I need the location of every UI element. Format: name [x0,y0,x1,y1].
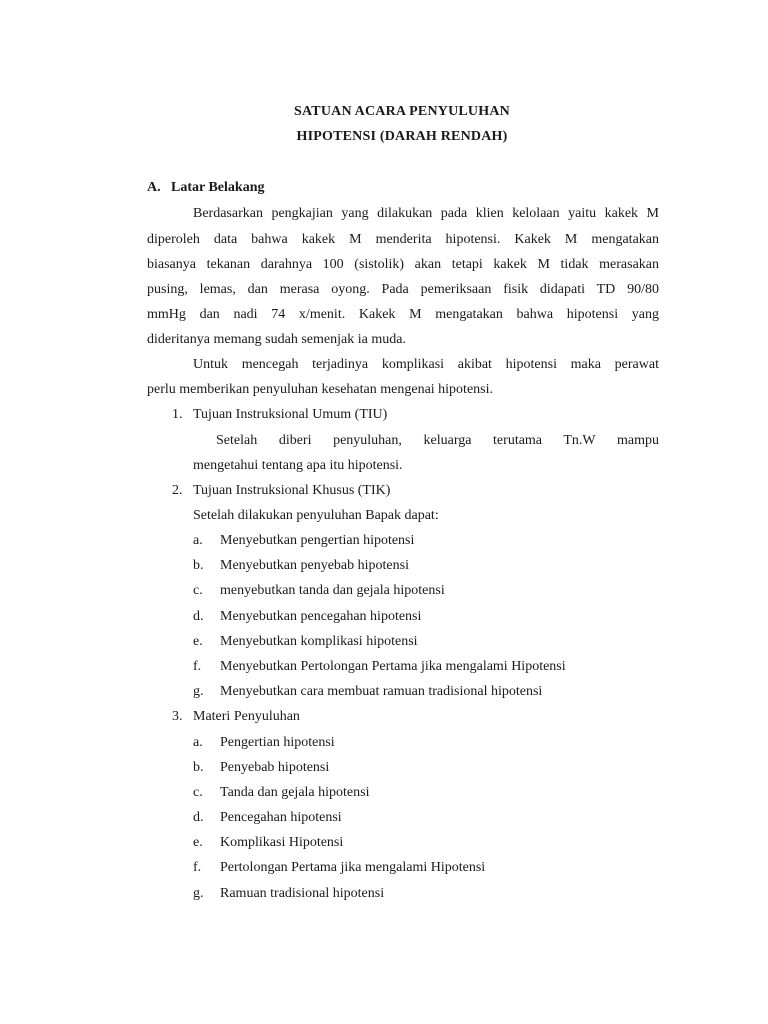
item-1-heading: Tujuan Instruksional Umum (TIU) [193,407,388,422]
item-3-marker: 3. [172,709,183,724]
list-item-text: Pertolongan Pertama jika mengalami Hipotensi [220,860,486,875]
paragraph-1-line-6: dideritanya memang sudah semenjak ia muda. [147,332,406,347]
list-item-marker: a. [193,735,203,750]
list-item-marker: g. [193,886,204,901]
paragraph-1-line-4: pusing, lemas, dan merasa oyong. Pada pemeriksaan fisik didapati TD 90/80 [147,282,659,297]
list-item-text: Pengertian hipotensi [220,735,335,750]
document-title-line2: HIPOTENSI (DARAH RENDAH) [296,129,508,144]
list-item-text: Menyebutkan Pertolongan Pertama jika mengalami Hipotensi [220,659,566,674]
item-1-line-1: Setelah diberi penyuluhan, keluarga terutama Tn.W mampu [216,433,659,448]
list-item-marker: e. [193,835,203,850]
item-1-marker: 1. [172,407,183,422]
list-item-marker: f. [193,860,202,875]
item-3-heading: Materi Penyuluhan [193,709,300,724]
list-item-text: Penyebab hipotensi [220,760,330,775]
section-a-marker: A. [147,180,161,195]
paragraph-2-line-2: perlu memberikan penyuluhan kesehatan mengenai hipotensi. [147,382,494,397]
list-item-text: Pencegahan hipotensi [220,810,342,825]
list-item-text: Menyebutkan komplikasi hipotensi [220,634,418,649]
item-2-intro: Setelah dilakukan penyuluhan Bapak dapat: [193,508,439,523]
list-item-marker: c. [193,583,203,598]
paragraph-1-line-2: diperoleh data bahwa kakek M menderita hipotensi. Kakek M mengatakan [147,232,659,247]
list-item-text: Komplikasi Hipotensi [220,835,344,850]
item-2-marker: 2. [172,483,183,498]
list-item-marker: d. [193,810,204,825]
item-1-line-2: mengetahui tentang apa itu hipotensi. [193,458,403,473]
paragraph-2-line-1: Untuk mencegah terjadinya komplikasi akibat hipotensi maka perawat [193,357,659,372]
list-item-text: Menyebutkan penyebab hipotensi [220,558,409,573]
list-item-text: Ramuan tradisional hipotensi [220,886,385,901]
list-item-marker: b. [193,558,204,573]
list-item-marker: d. [193,609,204,624]
paragraph-1-line-5: mmHg dan nadi 74 x/menit. Kakek M mengatakan bahwa hipotensi yang [147,307,659,322]
paragraph-1-line-1: Berdasarkan pengkajian yang dilakukan pada klien kelolaan yaitu kakek M [193,206,659,221]
list-item-text: menyebutkan tanda dan gejala hipotensi [220,583,445,598]
list-item-marker: b. [193,760,204,775]
list-item-marker: f. [193,659,202,674]
document-title-line1: SATUAN ACARA PENYULUHAN [294,104,510,119]
list-item-text: Menyebutkan pengertian hipotensi [220,533,415,548]
list-item-text: Menyebutkan pencegahan hipotensi [220,609,422,624]
item-2-heading: Tujuan Instruksional Khusus (TIK) [193,483,391,498]
list-item-marker: g. [193,684,204,699]
list-item-marker: c. [193,785,203,800]
list-item-text: Tanda dan gejala hipotensi [220,785,370,800]
paragraph-1-line-3: biasanya tekanan darahnya 100 (sistolik) akan tetapi kakek M tidak merasakan [147,257,659,272]
list-item-marker: e. [193,634,203,649]
section-a-heading: Latar Belakang [171,180,265,195]
list-item-marker: a. [193,533,203,548]
list-item-text: Menyebutkan cara membuat ramuan tradisional hipotensi [220,684,543,699]
